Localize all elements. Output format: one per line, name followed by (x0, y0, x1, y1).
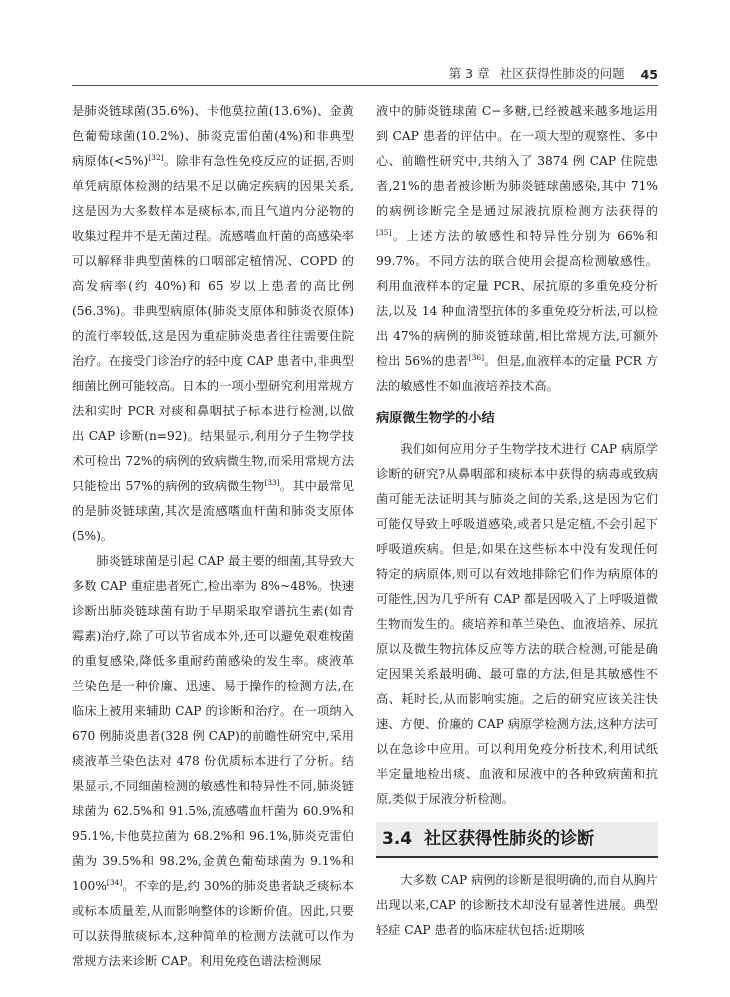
text-run: 。但是,血液样本的定量 PCR 方法的敏感性不如血液培养技术高。 (376, 354, 658, 393)
right-column (376, 99, 658, 943)
paragraph: 我们如何应用分子生物学技术进行 CAP 病原学诊断的研究?从鼻咽部和痰标本中获得的病毒或致病菌可能无法证明其与肺炎之间的关系,这是因为它们可能仅导致上呼吸道感染,或者只是定植,不会引起下呼吸道疾病。但是,如果在这些标本中没有发现任何特定的病原体,则可以有效地排除它们作为病原体的可能性,因为几乎所有 CAP 都是因吸入了上呼吸道微生物而发生的。痰培养和革兰染色、血液培养、尿抗原以及微生物抗体反应等方法的联合检测,可能是确定因果关系最明确、最可靠的方法,但是其敏感性不高、耗时长,从而影响实施。之后的研究应该关注快速、方便、价廉的 CAP 病原学检测方法,这种方法可以在急诊中应用。可以利用免疫分析技术,利用试纸半定量地检出痰、血液和尿液中的各种致病菌和抗原,类似于尿液分析检测。 (376, 442, 658, 806)
citation-ref: [34] (106, 877, 123, 887)
citation-ref: [36] (468, 352, 485, 362)
running-header (72, 62, 658, 86)
page-number: 45 (640, 67, 658, 82)
citation-ref: [32] (148, 152, 164, 162)
citation-ref: [35] (376, 227, 392, 237)
citation-ref: [33] (264, 477, 280, 487)
paragraph (376, 99, 658, 399)
paragraph (72, 549, 354, 974)
subheading: 病原微生物学的小结 (376, 411, 495, 426)
chapter-label: 第 3 章 (448, 66, 490, 81)
paragraph: 大多数 CAP 病例的诊断是很明确的,而自从胸片出现以来,CAP 的诊断技术却没有显著性进展。典型轻症 CAP 患者的临床症状包括:近期咳 (376, 873, 658, 937)
chapter-title: 社区获得性肺炎的问题 (499, 66, 625, 81)
section-title: 社区获得性肺炎的诊断 (424, 828, 595, 849)
section-number: 3.4 (382, 828, 413, 849)
text-run: 。不幸的是,约 30%的肺炎患者缺乏痰标本或标本质量差,从而影响整体的诊断价值。因此,只要可以获得脓痰标本,这种简单的检测方法就可以作为常规方法来诊断 CAP。利用免疫色谱法检测尿 (72, 879, 354, 968)
text-run: 液中的肺炎链球菌 C−多糖,已经被越来越多地运用到 CAP 患者的评估中。在一项大型的观察性、多中心、前瞻性研究中,共纳入了 3874 例 CAP 住院患者,21%的患者被诊断为肺炎链球菌感染,其中 71%的病例诊断完全是通过尿液抗原检测方法获得的 (376, 104, 658, 218)
text-run: 。其中最常见的是肺炎链球菌,其次是流感嗜血杆菌和肺炎支原体(5%)。 (72, 479, 355, 543)
text-run: 肺炎链球菌是引起 CAP 最主要的细菌,其导致大多数 CAP 重症患者死亡,检出率为 8%~48%。快速诊断出肺炎链球菌有助于早期采取窄谱抗生素(如青霉素)治疗,除了可以节省成本外,还可以避免艰难梭菌的重复感染,降低多重耐药菌感染的发生率。痰液革兰染色是一种价廉、迅速、易于操作的检测方法,在临床上被用来辅助 CAP 的诊断和治疗。在一项纳入 670 例肺炎患者(328 例 CAP)的前瞻性研究中,采用痰液革兰染色法对 478 份优质标本进行了分析。结果显示,不同细菌检测的敏感性和特异性不同,肺炎链球菌为 62.5%和 91.5%,流感嗜血杆菌为 60.9%和95.1%,卡他莫拉菌为 68.2%和 96.1%,肺炎克雷伯菌为 39.5%和 98.2%,金黄色葡萄球菌为 9.1%和 100% (72, 554, 354, 893)
text-run: 。除非有急性免疫反应的证据,否则单凭病原体检测的结果不足以确定疾病的因果关系,这是因为大多数样本是痰标本,而且气道内分泌物的收集过程并不是无菌过程。流感嗜血杆菌的高感染率可以解释非典型菌株的口咽部定植情况、COPD 的高发病率(约 40%)和 65 岁以上患者的高比例(56.3%)。非典型病原体(肺炎支原体和肺炎衣原体)的流行率较低,这是因为重症肺炎患者往往需要住院治疗。在接受门诊治疗的轻中度 CAP 患者中,非典型细菌比例可能较高。日本的一项小型研究利用常规方法和实时 PCR 对痰和鼻咽拭子标本进行检测,以做出 CAP 诊断(n=92)。结果显示,利用分子生物学技术可检出 72%的病例的致病微生物,而采用常规方法只能检出 57%的病例的致病微生物 (72, 154, 354, 493)
text-run: 。上述方法的敏感性和特异性分别为 66%和 99.7%。不同方法的联合使用会提高检测敏感性。利用血液样本的定量 PCR、尿抗原的多重免疫分析法,以及 14 种血清型抗体的多重免疫分析法,可以检出 47%的病例的肺炎链球菌,相比常规方法,可额外检出 56%的患者 (376, 229, 658, 368)
section-heading (376, 822, 658, 858)
text-run: 是肺炎链球菌(35.6%)、卡他莫拉菌(13.6%)、金黄色葡萄球菌(10.2%)、肺炎克雷伯菌(4%)和非典型病原体(<5%) (72, 104, 354, 168)
paragraph (72, 99, 354, 549)
left-column (72, 99, 354, 974)
